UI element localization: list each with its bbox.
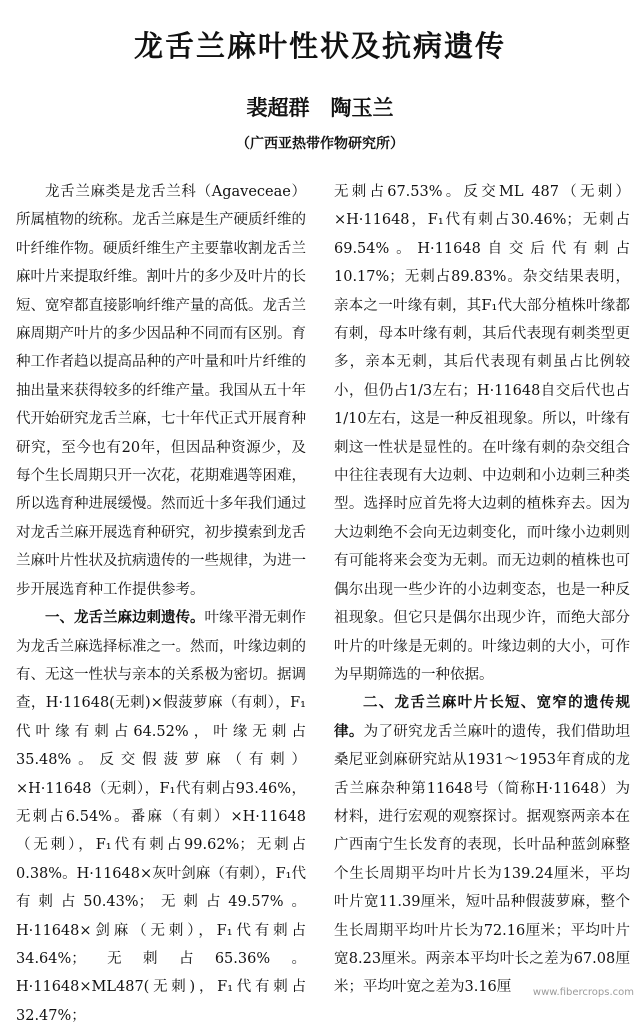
section-body-1: 叶缘平滑无刺作为龙舌兰麻选择标准之一。然而，叶缘边刺的有、无这一性状与亲本的关系极为密切。据调查，H·11648(无刺)×假菠萝麻（有刺），F₁代叶缘有刺占64.52%，叶缘无刺占35.48%。反交假菠萝麻（有刺）×H·11648（无刺），F₁代有刺占93.46%，无刺占6.54%。番麻（有刺）×H·11648（无刺），F₁代有刺占99.62%；无刺占0.38%。H·11648×灰叶剑麻（有刺），F₁代有刺占50.43%；无刺占49.57%。H·11648×剑麻（无刺），F₁代有刺占34.64%；无刺占65.36%。H·11648×ML487(无刺)，F₁代有刺占32.47%； xyxy=(16,610,306,1024)
section-heading-2: 二、龙舌兰麻叶片长短、宽窄的遗传规律。 xyxy=(334,694,630,740)
left-column xyxy=(16,178,306,1024)
paragraph-continued: 无刺占67.53%。反交ML 487（无刺）×H·11648，F₁代有刺占30.46%；无刺占69.54%。H·11648自交后代有刺占10.17%；无刺占89.83%。杂交结果表明，亲本之一叶缘有刺，其F₁代大部分植株叶缘都有刺，母本叶缘有刺，其后代表现有刺类型更多，亲本无刺，其后代表现有刺虽占比例较小，但仍占1/3左右；H·11648自交后代也占1/10左右，这是一种反祖现象。所以，叶缘有刺这一性状是显性的。在叶缘有刺的杂交组合中往往表现有大边刺、中边刺和小边刺三种类型。选择时应首先将大边刺的植株弃去。因为大边刺绝不会向无边刺变化，而叶缘小边刺则有可能将来会变为无刺。而无边刺的植株也可偶尔出现一些少许的小边刺变态，也是一种反祖现象。但它只是偶尔出现少许，而绝大部分叶片的叶缘是无刺的。叶缘边刺的大小，可作为早期筛选的一种依据。 xyxy=(334,184,630,683)
page-title: 龙舌兰麻叶性状及抗病遗传 xyxy=(133,29,506,63)
paragraph-spine-inheritance xyxy=(16,604,306,1030)
section-heading-1: 一、龙舌兰麻边刺遗传。 xyxy=(45,609,205,627)
authors: 裴超群 陶玉兰 xyxy=(246,96,394,120)
paragraph-intro: 龙舌兰麻类是龙舌兰科（Agaveceae）所属植物的统称。龙舌兰麻是生产硬质纤维的叶纤维作物。硬质纤维生产主要靠收割龙舌兰麻叶片来提取纤维。割叶片的多少及叶片的长短、宽窄都直接影响纤维产量的高低。龙舌兰麻周期产叶片的多少因品种不同而有区别。育种工作者趋以提高品种的产叶量和叶片纤维的抽出量来获得较多的纤维产量。我国从五十年代开始研究龙舌兰麻，七十年代正式开展育种研究，至今也有20年，但因品种资源少，及每个生长周期只开一次花，花期难遇等困难，所以选育种进展缓慢。然而近十多年我们通过对龙舌兰麻开展选育种研究，初步摸索到龙舌兰麻叶片性状及抗病遗传的一些规律，为进一步开展选育种工作提供参考。 xyxy=(16,184,306,598)
affiliation: （广西亚热带作物研究所） xyxy=(236,136,404,152)
paragraph-leaf-size-inheritance xyxy=(334,689,630,1001)
watermark: www.fibercrops.com xyxy=(532,987,634,998)
section-body-2: 为了研究龙舌兰麻叶的遗传，我们借助坦桑尼亚剑麻研究站从1931～1953年育成的龙舌兰麻杂种第11648号（简称H·11648）为材料，进行宏观的观察探讨。据观察两亲本在广西南宁生长发育的表现，长叶品种蓝剑麻整个生长周期平均叶片长为139.24厘米，平均叶片宽11.39厘米，短叶品种假菠萝麻，整个生长周期平均叶片长为72.16厘米；平均叶片宽8.23厘米。两亲本平均叶长之差为67.08厘米；平均叶宽之差为3.16厘 xyxy=(334,723,631,996)
